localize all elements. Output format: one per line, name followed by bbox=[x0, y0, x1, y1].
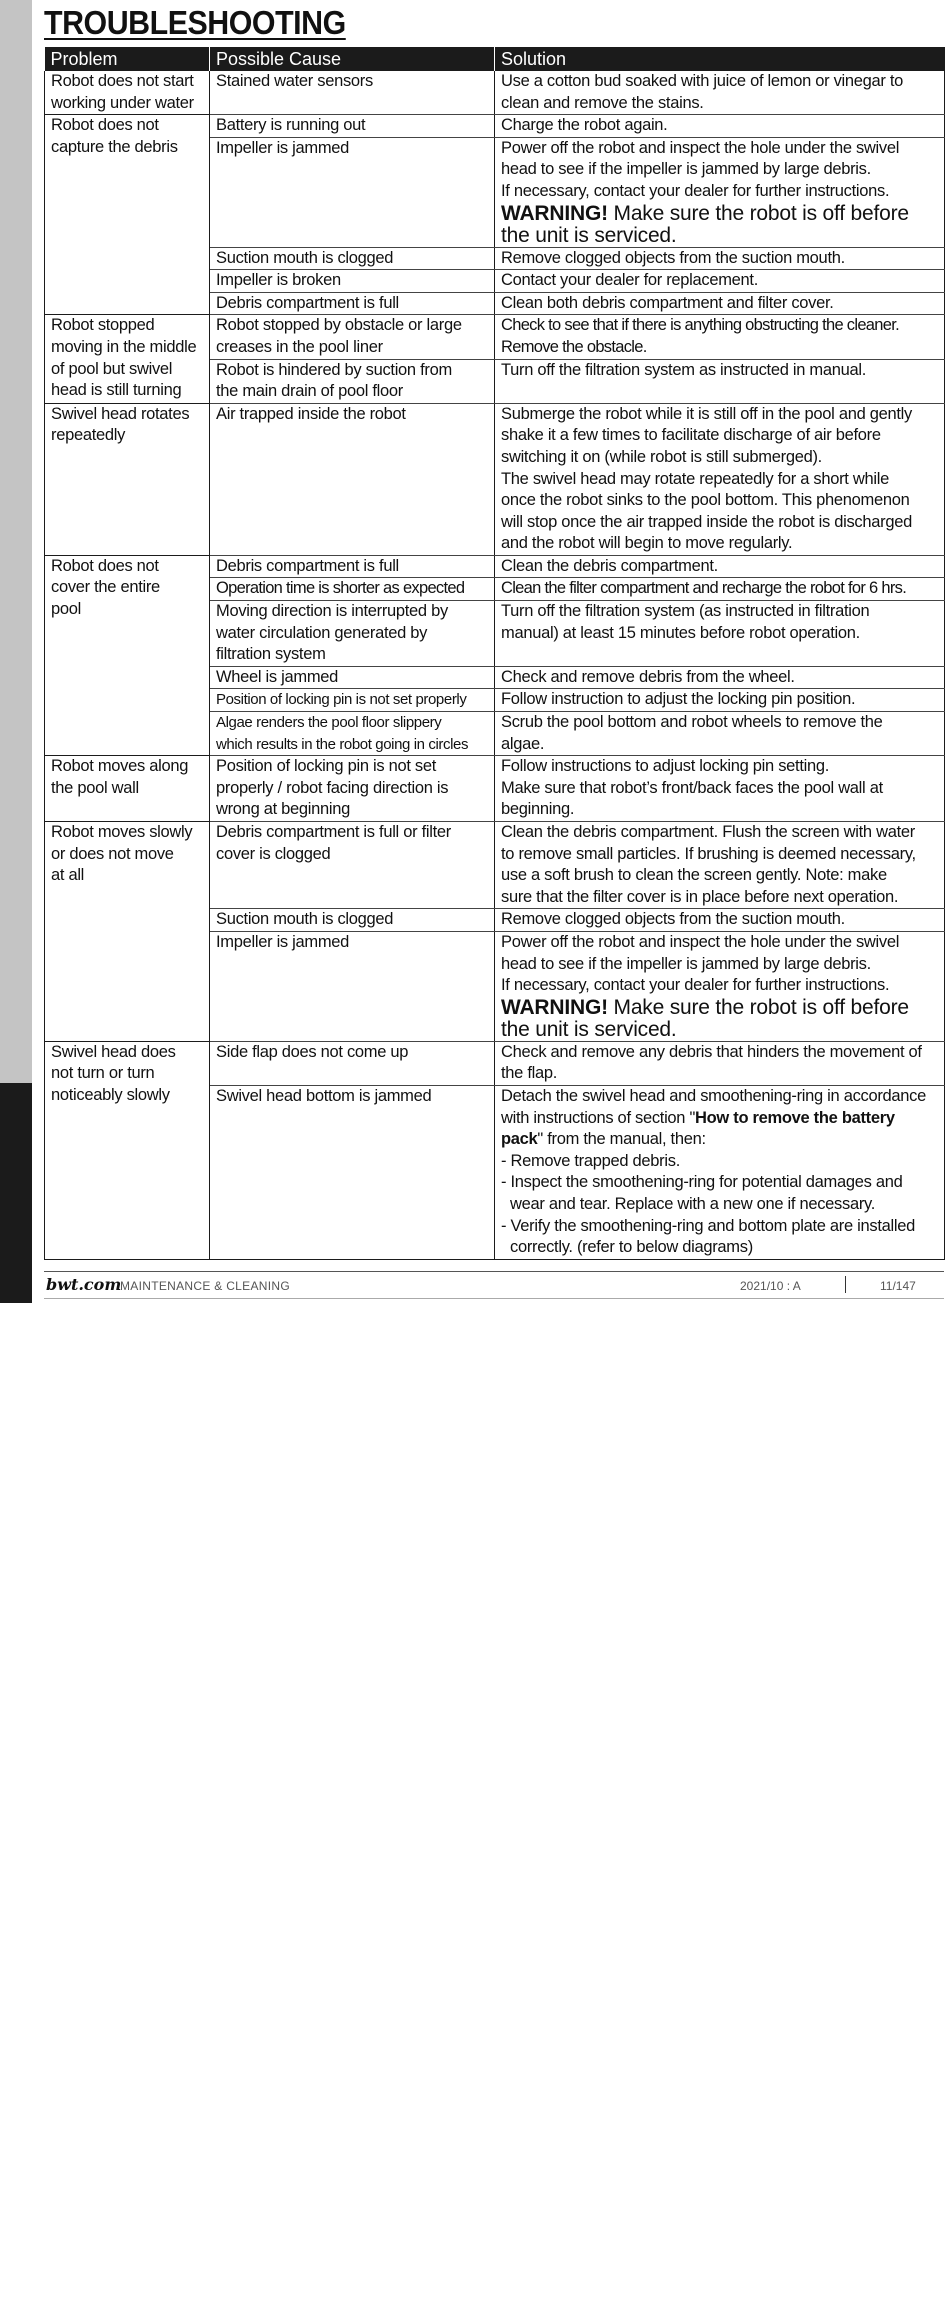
text-line: Detach the swivel head and smoothening-ring in accordance bbox=[501, 1086, 927, 1105]
problem-cell bbox=[45, 403, 210, 555]
text-line: will stop once the air trapped inside the robot is discharged bbox=[501, 512, 912, 531]
cause-cell bbox=[210, 247, 495, 270]
solution-cell bbox=[495, 359, 945, 403]
text-fragment: with instructions of section " bbox=[501, 1108, 696, 1127]
warning-text: the unit is serviced. bbox=[501, 1017, 677, 1041]
warning-note bbox=[501, 203, 938, 225]
solution-cell bbox=[495, 666, 945, 689]
cause-cell bbox=[210, 931, 495, 1041]
solution-cell bbox=[495, 1041, 945, 1085]
text-line: Stained water sensors bbox=[216, 72, 373, 90]
text-line: filtration system bbox=[216, 645, 326, 664]
text-line: Debris compartment is full or filter bbox=[216, 823, 451, 841]
problem-cell bbox=[45, 1041, 210, 1259]
warning-text: the unit is serviced. bbox=[501, 223, 677, 247]
solution-cell bbox=[495, 555, 945, 578]
text-line: Use a cotton bud soaked with juice of lemon or vinegar to bbox=[501, 72, 904, 90]
text-line: which results in the robot going in circles bbox=[216, 735, 469, 753]
text-line: sure that the filter cover is in place before next operation. bbox=[501, 887, 899, 906]
cause-cell bbox=[210, 71, 495, 115]
bullet-line: - Verify the smoothening-ring and bottom plate are installed bbox=[501, 1216, 915, 1235]
text-line: and the robot will begin to move regularly. bbox=[501, 534, 793, 553]
text-line: manual) at least 15 minutes before robot operation. bbox=[501, 623, 860, 642]
text-line: head to see if the impeller is jammed by large debris. bbox=[501, 160, 871, 179]
text-line: Clean both debris compartment and filter cover. bbox=[501, 293, 834, 312]
bullet-line: wear and tear. Replace with a new one if necessary. bbox=[510, 1194, 876, 1213]
cause-cell bbox=[210, 115, 495, 138]
cause-cell bbox=[210, 270, 495, 293]
footer-divider bbox=[44, 1271, 944, 1272]
text-line: Check and remove any debris that hinders the movement of bbox=[501, 1042, 922, 1061]
text-line: use a soft brush to clean the screen gently. Note: make bbox=[501, 866, 887, 885]
text-line: cover is clogged bbox=[216, 844, 331, 863]
solution-cell bbox=[495, 115, 945, 138]
text-line: Position of locking pin is not set properly bbox=[216, 691, 467, 709]
header-solution: Solution bbox=[495, 47, 945, 71]
text-line: Submerge the robot while it is still off in the pool and gently bbox=[501, 404, 912, 423]
cause-cell bbox=[210, 359, 495, 403]
cause-cell bbox=[210, 756, 495, 822]
text-line: Check and remove debris from the wheel. bbox=[501, 667, 795, 686]
header-possible-cause: Possible Cause bbox=[210, 47, 495, 71]
text-line: Operation time is shorter as expected bbox=[216, 579, 465, 598]
text-line: beginning. bbox=[501, 800, 575, 819]
cause-cell bbox=[210, 555, 495, 578]
language-label: ENGLISH bbox=[7, 2233, 25, 2304]
text-line: Robot moves slowly bbox=[51, 823, 193, 841]
text-line: cover the entire bbox=[51, 578, 160, 597]
table-row bbox=[45, 403, 945, 555]
problem-cell bbox=[45, 71, 210, 115]
text-line: The swivel head may rotate repeatedly for a short while bbox=[501, 469, 889, 488]
table-row bbox=[45, 115, 945, 138]
solution-cell bbox=[495, 822, 945, 909]
footer-section-name: MAINTENANCE & CLEANING bbox=[120, 1279, 290, 1293]
bullet-line: - Inspect the smoothening-ring for potential damages and bbox=[501, 1173, 903, 1192]
text-line: Clean the debris compartment. bbox=[501, 556, 718, 575]
solution-cell bbox=[495, 315, 945, 359]
text-line: Contact your dealer for replacement. bbox=[501, 271, 759, 290]
troubleshooting-table bbox=[44, 47, 945, 1260]
cause-cell bbox=[210, 601, 495, 667]
table-header-row bbox=[45, 47, 945, 71]
cause-cell bbox=[210, 578, 495, 601]
warning-label: WARNING! bbox=[501, 201, 608, 225]
text-line: If necessary, contact your dealer for further instructions. bbox=[501, 976, 890, 995]
text-line: the main drain of pool floor bbox=[216, 382, 403, 401]
text-line: repeatedly bbox=[51, 426, 126, 445]
table-row bbox=[45, 71, 945, 115]
text-line: Swivel head bottom is jammed bbox=[216, 1086, 432, 1105]
cause-cell bbox=[210, 1041, 495, 1085]
text-line: Robot does not start bbox=[51, 72, 194, 90]
warning-note bbox=[501, 997, 938, 1019]
text-line: clean and remove the stains. bbox=[501, 93, 704, 112]
solution-cell bbox=[495, 137, 945, 247]
solution-cell bbox=[495, 578, 945, 601]
table-row bbox=[45, 756, 945, 822]
cause-cell bbox=[210, 689, 495, 712]
text-line: at all bbox=[51, 866, 85, 885]
problem-cell bbox=[45, 555, 210, 755]
text-line: shake it a few times to facilitate discharge of air before bbox=[501, 426, 881, 445]
text-line: Debris compartment is full bbox=[216, 293, 399, 312]
cause-cell bbox=[210, 666, 495, 689]
text-line: creases in the pool liner bbox=[216, 337, 383, 356]
text-line: Scrub the pool bottom and robot wheels to remove the bbox=[501, 713, 883, 732]
cause-cell bbox=[210, 1085, 495, 1259]
text-line bbox=[501, 1108, 938, 1130]
text-line: Robot does not bbox=[51, 556, 159, 575]
problem-cell bbox=[45, 315, 210, 403]
text-line: Make sure that robot’s front/back faces the pool wall at bbox=[501, 778, 883, 797]
text-line: Algae renders the pool floor slippery bbox=[216, 714, 442, 732]
text-line: Air trapped inside the robot bbox=[216, 404, 406, 423]
text-line: noticeably slowly bbox=[51, 1085, 170, 1104]
text-line: Swivel head does bbox=[51, 1042, 176, 1061]
brand-logo: bwt.com bbox=[46, 1275, 122, 1294]
section-reference: How to remove the battery bbox=[695, 1108, 895, 1127]
solution-cell bbox=[495, 292, 945, 315]
solution-cell bbox=[495, 601, 945, 667]
solution-cell bbox=[495, 712, 945, 756]
text-line: Wheel is jammed bbox=[216, 667, 339, 686]
solution-cell bbox=[495, 247, 945, 270]
text-line: Battery is running out bbox=[216, 116, 366, 135]
text-line: not turn or turn bbox=[51, 1064, 155, 1083]
cause-cell bbox=[210, 315, 495, 359]
problem-cell bbox=[45, 756, 210, 822]
text-line: Power off the robot and inspect the hole under the swivel bbox=[501, 932, 900, 951]
cause-cell bbox=[210, 822, 495, 909]
problem-cell bbox=[45, 115, 210, 315]
text-line: Clean the debris compartment. Flush the screen with water bbox=[501, 823, 915, 841]
text-line: water circulation generated by bbox=[216, 623, 428, 642]
text-line: Remove clogged objects from the suction mouth. bbox=[501, 248, 845, 267]
table-row bbox=[45, 1041, 945, 1085]
text-line: to remove small particles. If brushing is deemed necessary, bbox=[501, 844, 916, 863]
cause-cell bbox=[210, 909, 495, 932]
text-line: once the robot sinks to the pool bottom. This phenomenon bbox=[501, 491, 910, 510]
warning-text: Make sure the robot is off before bbox=[613, 201, 909, 225]
text-line: Impeller is jammed bbox=[216, 138, 350, 157]
text-line: moving in the middle bbox=[51, 337, 197, 356]
text-line: switching it on (while robot is still submerged). bbox=[501, 447, 822, 466]
solution-cell bbox=[495, 270, 945, 293]
text-line: or does not move bbox=[51, 844, 174, 863]
footer-separator bbox=[845, 1276, 846, 1293]
text-line: Robot moves along bbox=[51, 757, 189, 776]
text-line: algae. bbox=[501, 734, 545, 753]
cause-cell bbox=[210, 403, 495, 555]
warning-label: WARNING! bbox=[501, 995, 608, 1019]
cause-cell bbox=[210, 137, 495, 247]
table-row bbox=[45, 315, 945, 359]
header-problem: Problem bbox=[45, 47, 210, 71]
text-line: wrong at beginning bbox=[216, 800, 351, 819]
text-line: Robot does not bbox=[51, 116, 159, 135]
solution-cell bbox=[495, 71, 945, 115]
page-number: 11/147 bbox=[880, 1279, 916, 1293]
footer-bottom-rule bbox=[44, 1298, 944, 1299]
text-line: Check to see that if there is anything obstructing the cleaner. bbox=[501, 316, 899, 335]
text-line: Follow instruction to adjust the locking pin position. bbox=[501, 690, 856, 709]
text-line: If necessary, contact your dealer for further instructions. bbox=[501, 181, 890, 200]
text-line: Power off the robot and inspect the hole under the swivel bbox=[501, 138, 900, 157]
warning-text: Make sure the robot is off before bbox=[613, 995, 909, 1019]
text-line: Impeller is jammed bbox=[216, 932, 350, 951]
text-line: properly / robot facing direction is bbox=[216, 778, 449, 797]
cause-cell bbox=[210, 292, 495, 315]
bullet-line: correctly. (refer to below diagrams) bbox=[510, 1238, 753, 1257]
table-body bbox=[45, 71, 945, 1259]
text-line: Suction mouth is clogged bbox=[216, 248, 394, 267]
text-line: Robot is hindered by suction from bbox=[216, 360, 452, 379]
problem-cell bbox=[45, 822, 210, 1042]
text-line: Remove clogged objects from the suction mouth. bbox=[501, 910, 845, 929]
text-line: Follow instructions to adjust locking pin setting. bbox=[501, 757, 830, 776]
footer-version: 2021/10 : A bbox=[740, 1279, 801, 1293]
text-line bbox=[501, 1129, 938, 1151]
section-reference: pack bbox=[501, 1130, 538, 1149]
solution-cell bbox=[495, 909, 945, 932]
text-line: Side flap does not come up bbox=[216, 1042, 409, 1061]
text-fragment: " from the manual, then: bbox=[537, 1130, 706, 1149]
solution-cell bbox=[495, 756, 945, 822]
text-line: Position of locking pin is not set bbox=[216, 757, 437, 776]
text-line: Turn off the filtration system as instructed in manual. bbox=[501, 360, 867, 379]
text-line: Impeller is broken bbox=[216, 271, 341, 290]
text-line: Robot stopped bbox=[51, 316, 155, 335]
solution-cell bbox=[495, 403, 945, 555]
text-line: Suction mouth is clogged bbox=[216, 910, 394, 929]
text-line: head to see if the impeller is jammed by large debris. bbox=[501, 954, 871, 973]
table-row bbox=[45, 555, 945, 578]
text-line: the pool wall bbox=[51, 778, 139, 797]
solution-cell bbox=[495, 931, 945, 1041]
text-line: Turn off the filtration system (as instructed in filtration bbox=[501, 602, 870, 621]
text-line: Charge the robot again. bbox=[501, 116, 668, 135]
text-line: Debris compartment is full bbox=[216, 556, 399, 575]
text-line: Clean the filter compartment and recharge the robot for 6 hrs. bbox=[501, 579, 907, 598]
text-line: Remove the obstacle. bbox=[501, 337, 647, 356]
table-row bbox=[45, 822, 945, 909]
troubleshooting-table-wrapper bbox=[44, 47, 944, 1260]
text-line: of pool but swivel bbox=[51, 359, 173, 378]
page-title: TROUBLESHOOTING bbox=[44, 4, 346, 41]
solution-cell bbox=[495, 689, 945, 712]
cause-cell bbox=[210, 712, 495, 756]
text-line: the flap. bbox=[501, 1064, 558, 1083]
text-line: Moving direction is interrupted by bbox=[216, 602, 448, 621]
text-line: pool bbox=[51, 600, 81, 619]
bullet-line: - Remove trapped debris. bbox=[501, 1151, 680, 1170]
text-line: working under water bbox=[51, 93, 194, 112]
text-line: capture the debris bbox=[51, 137, 178, 156]
solution-cell bbox=[495, 1085, 945, 1259]
text-line: Robot stopped by obstacle or large bbox=[216, 316, 462, 335]
language-tab bbox=[0, 1083, 32, 2304]
text-line: Swivel head rotates bbox=[51, 404, 190, 423]
text-line: head is still turning bbox=[51, 381, 182, 400]
